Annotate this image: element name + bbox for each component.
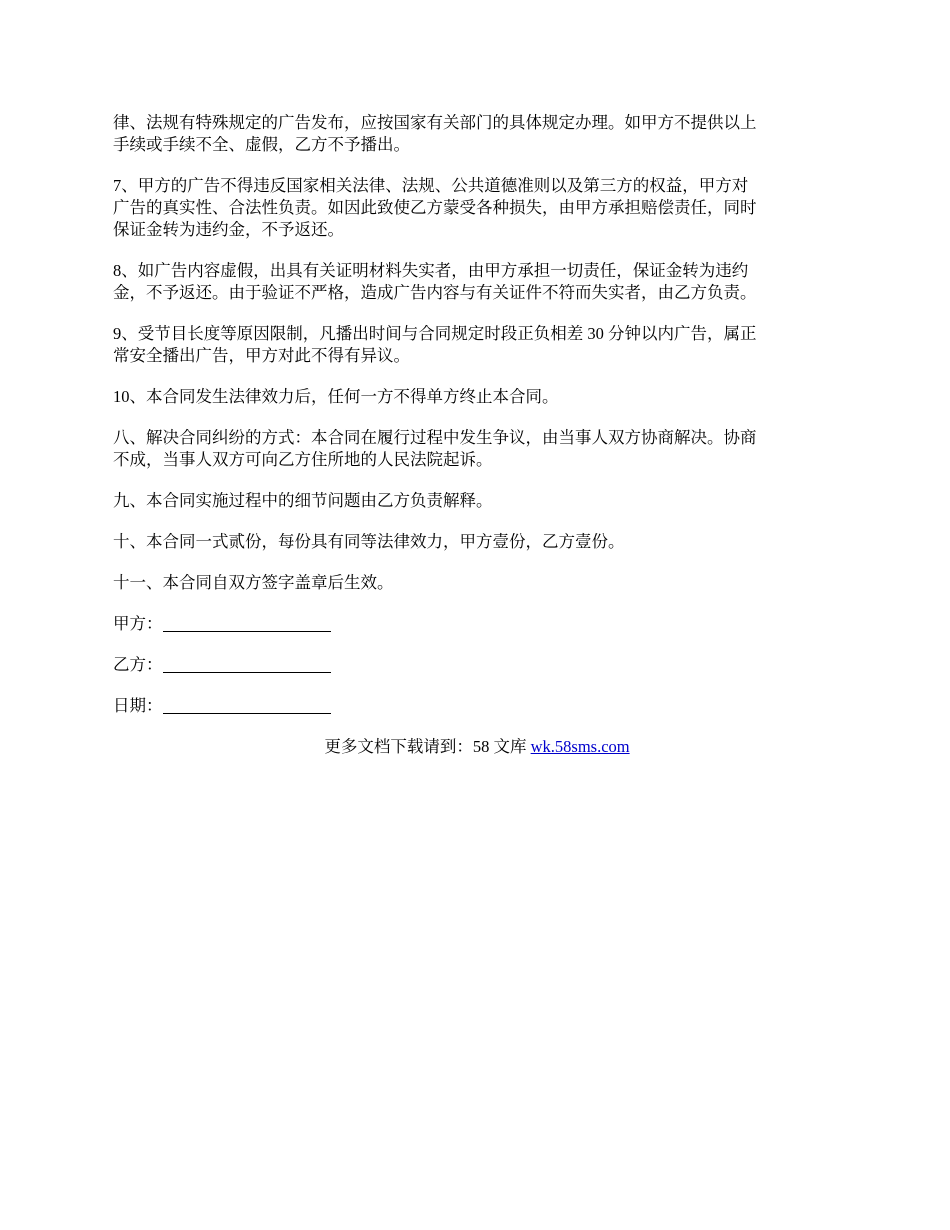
section-8-dispute-resolution bbox=[113, 427, 841, 471]
document-page bbox=[113, 112, 841, 758]
text-line: 十、本合同一式贰份，每份具有同等法律效力，甲方壹份，乙方壹份。 bbox=[113, 532, 625, 551]
party-b-signature-blank bbox=[163, 656, 331, 673]
text-line: 8、如广告内容虚假，出具有关证明材料失实者，由甲方承担一切责任，保证金转为违约 bbox=[113, 261, 749, 280]
footer-download-note bbox=[113, 736, 841, 758]
text-line: 手续或手续不全、虚假，乙方不予播出。 bbox=[113, 135, 410, 154]
text-line: 常安全播出广告，甲方对此不得有异议。 bbox=[113, 346, 410, 365]
date-blank bbox=[163, 697, 331, 714]
party-a-signature-blank bbox=[163, 615, 331, 632]
text-line: 九、本合同实施过程中的细节问题由乙方负责解释。 bbox=[113, 491, 493, 510]
text-line: 八、解决合同纠纷的方式：本合同在履行过程中发生争议，由当事人双方协商解决。协商 bbox=[113, 428, 757, 447]
text-line: 广告的真实性、合法性负责。如因此致使乙方蒙受各种损失，由甲方承担赔偿责任，同时 bbox=[113, 198, 757, 217]
clause-10 bbox=[113, 386, 841, 408]
clause-8 bbox=[113, 260, 841, 304]
date-label: 日期： bbox=[113, 696, 163, 715]
text-line: 十一、本合同自双方签字盖章后生效。 bbox=[113, 573, 394, 592]
party-b-signature-line bbox=[113, 654, 841, 676]
paragraph-advertising-regulations bbox=[113, 112, 841, 156]
text-line: 10、本合同发生法律效力后，任何一方不得单方终止本合同。 bbox=[113, 387, 559, 406]
section-9-interpretation bbox=[113, 490, 841, 512]
section-11-effectiveness bbox=[113, 572, 841, 594]
footer-text: 更多文档下载请到：58 文库 bbox=[324, 737, 531, 756]
text-line: 9、受节目长度等原因限制，凡播出时间与合同规定时段正负相差 30 分钟以内广告，属正 bbox=[113, 324, 757, 343]
footer-link[interactable]: wk.58sms.com bbox=[530, 737, 630, 756]
text-line: 保证金转为违约金，不予返还。 bbox=[113, 220, 344, 239]
section-10-copies bbox=[113, 531, 841, 553]
clause-7 bbox=[113, 175, 841, 241]
clause-9 bbox=[113, 323, 841, 367]
text-line: 金，不予返还。由于验证不严格，造成广告内容与有关证件不符而失实者，由乙方负责。 bbox=[113, 283, 757, 302]
party-a-signature-line bbox=[113, 613, 841, 635]
party-b-label: 乙方： bbox=[113, 655, 163, 674]
text-line: 不成，当事人双方可向乙方住所地的人民法院起诉。 bbox=[113, 450, 493, 469]
text-line: 7、甲方的广告不得违反国家相关法律、法规、公共道德准则以及第三方的权益，甲方对 bbox=[113, 176, 749, 195]
text-line: 律、法规有特殊规定的广告发布，应按国家有关部门的具体规定办理。如甲方不提供以上 bbox=[113, 113, 757, 132]
date-signature-line bbox=[113, 695, 841, 717]
party-a-label: 甲方： bbox=[113, 614, 163, 633]
